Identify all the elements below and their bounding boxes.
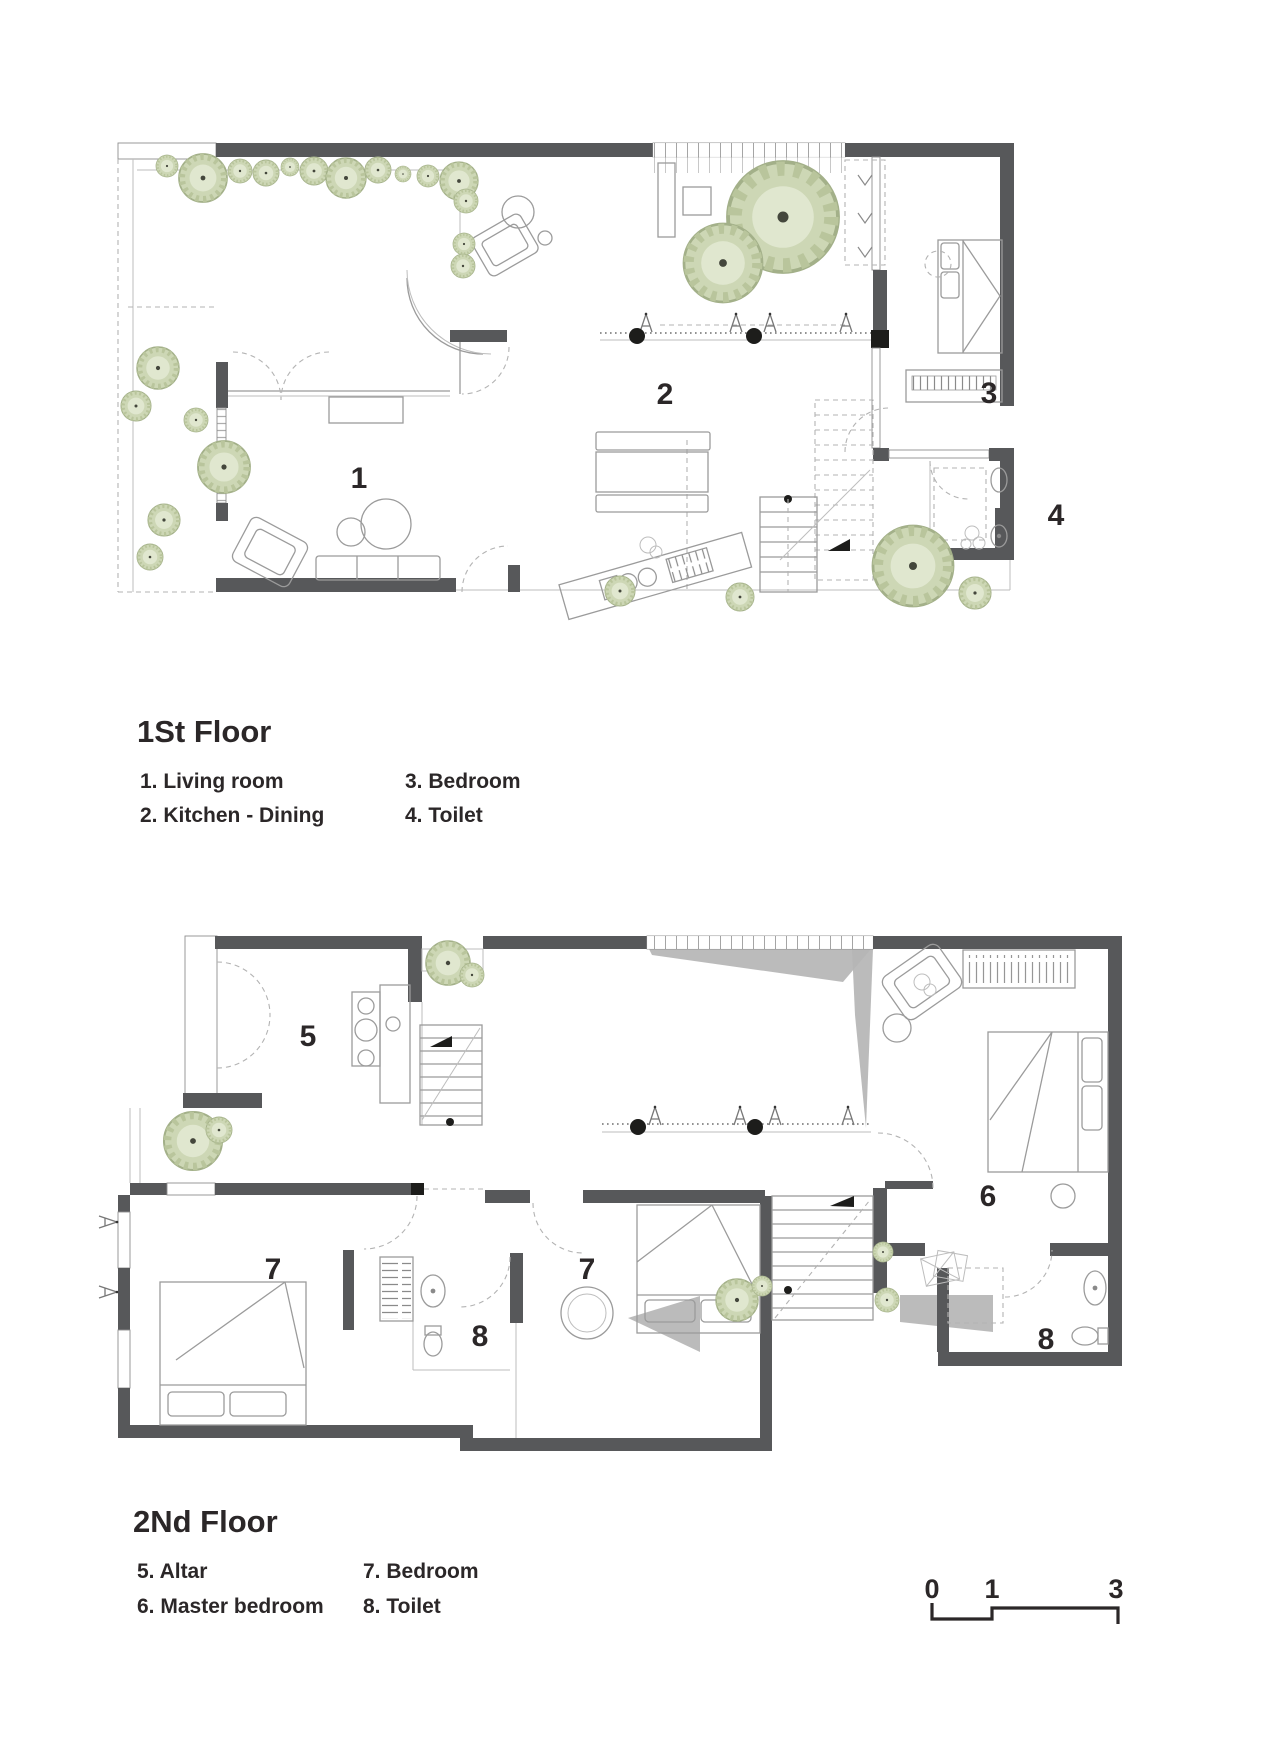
room-label-altar: 5 xyxy=(299,1020,317,1053)
room-label-toilet8a: 8 xyxy=(471,1320,489,1353)
floor2-plan xyxy=(99,936,1122,1451)
floor2-walls xyxy=(118,936,1122,1451)
room-label-kitchen: 2 xyxy=(656,378,674,411)
scale-label-1: 1 xyxy=(984,1574,1000,1604)
stair-direction-arrow xyxy=(828,539,850,551)
person-sketch xyxy=(914,974,936,996)
column xyxy=(746,328,762,344)
scale-label-3: 3 xyxy=(1108,1574,1124,1604)
floor2-bedroom7a-furniture xyxy=(160,1257,413,1425)
room-label-toilet4: 4 xyxy=(1047,499,1065,532)
column xyxy=(630,1119,646,1135)
floor2-main-stairs xyxy=(772,1196,873,1320)
floor1-legend-kitchen-dining: 2. Kitchen - Dining xyxy=(140,804,325,827)
scale-bar xyxy=(924,1574,1123,1624)
stair-direction-arrow xyxy=(830,1196,854,1207)
scale-bar-line xyxy=(932,1603,1118,1624)
floor2-legend-master-bedroom: 6. Master bedroom xyxy=(137,1595,324,1618)
bed xyxy=(160,1282,306,1425)
floor1-door-swings xyxy=(233,347,968,592)
floor2-legend-bedroom: 7. Bedroom xyxy=(363,1560,479,1583)
floor2-legend-toilet: 8. Toilet xyxy=(363,1595,441,1618)
floor2-master-bedroom-furniture xyxy=(879,941,1108,1289)
floor2-upper-stairs xyxy=(420,1025,482,1126)
floor1-walls xyxy=(216,143,1014,592)
floor2-toilet8a-fixtures xyxy=(421,1275,445,1356)
person-sketch xyxy=(640,537,662,558)
bed xyxy=(988,1032,1108,1172)
room-label-master-bedroom: 6 xyxy=(979,1180,997,1213)
floor2-courtyard-railing xyxy=(602,1106,871,1135)
column xyxy=(629,328,645,344)
laundry-sketch xyxy=(920,1245,973,1289)
floor1-courtyard-railing xyxy=(600,313,871,344)
room-label-toilet8b: 8 xyxy=(1037,1323,1055,1356)
floor1-trees xyxy=(121,154,991,611)
floor1-plan xyxy=(118,143,1065,619)
pergola-slats xyxy=(653,157,845,173)
floor1-legend-toilet: 4. Toilet xyxy=(405,804,483,827)
floor2-legend-altar: 5. Altar xyxy=(137,1560,208,1583)
floor1-legend-bedroom: 3. Bedroom xyxy=(405,770,521,793)
column xyxy=(747,1119,763,1135)
scale-label-0: 0 xyxy=(924,1574,940,1604)
room-label-living: 1 xyxy=(350,462,368,495)
floor1-dining-kitchen xyxy=(559,432,752,619)
person-sketch xyxy=(961,526,985,549)
room-label-bedroom7b: 7 xyxy=(578,1253,596,1286)
floor2-altar-furniture xyxy=(352,985,410,1103)
floor1-stairs xyxy=(687,400,873,592)
room-label-bedroom3: 3 xyxy=(980,377,998,410)
floor2-title: 2Nd Floor xyxy=(133,1504,278,1539)
room-label-bedroom7a: 7 xyxy=(264,1253,282,1286)
floor1-legend-living-room: 1. Living room xyxy=(140,770,284,793)
floor1-title: 1St Floor xyxy=(137,714,272,749)
floor1-living-room-furniture xyxy=(230,397,440,589)
